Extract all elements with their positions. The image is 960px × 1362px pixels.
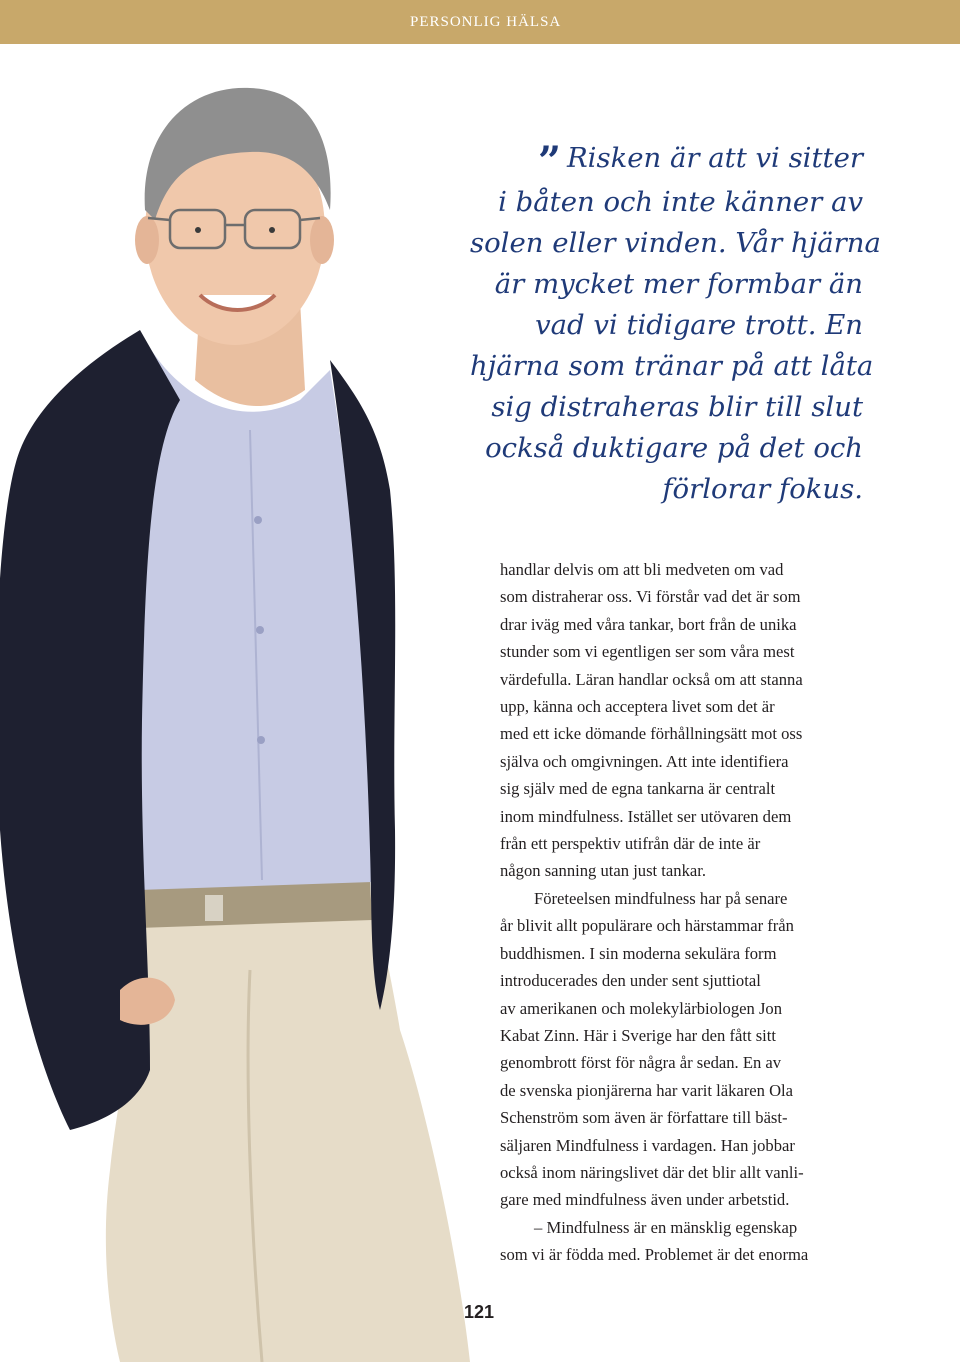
body-line: år blivit allt populärare och härstammar från	[500, 916, 794, 936]
body-line: genombrott först för några år sedan. En av	[500, 1053, 782, 1073]
quote-line: också duktigare på det och	[485, 432, 863, 464]
body-text	[500, 556, 880, 1269]
body-line: handlar delvis om att bli medveten om vad	[500, 560, 784, 579]
body-line: Kabat Zinn. Här i Sverige har den fått sitt	[500, 1025, 777, 1045]
page-number: 121	[464, 1302, 495, 1322]
body-line: med ett icke dömande förhållningsätt mot oss	[500, 724, 803, 744]
quote-line: är mycket mer formbar än	[494, 268, 863, 300]
portrait-photo	[0, 70, 500, 1362]
body-line: introducerades den under sent sjuttiotal	[500, 971, 761, 991]
quote-line: i båten och inte känner av	[498, 186, 863, 218]
body-line: själva och omgivningen. Att inte identifiera	[500, 751, 789, 771]
body-line: de svenska pionjärerna har varit läkaren Ola	[500, 1080, 794, 1100]
section-label: PERSONLIG HÄLSA	[410, 14, 562, 30]
body-line: drar iväg med våra tankar, bort från de unika	[500, 614, 797, 634]
body-line: Företeelsen mindfulness har på senare	[534, 888, 788, 908]
pull-quote	[470, 138, 881, 510]
quote-line: vad vi tidigare trott. En	[535, 309, 863, 341]
body-line: någon sanning utan just tankar.	[500, 861, 707, 881]
body-line: stunder som vi egentligen ser som våra mest	[500, 642, 795, 662]
body-line: buddhismen. I sin moderna sekulära form	[500, 943, 777, 963]
body-line: – Mindfulness är en mänsklig egenskap	[534, 1217, 798, 1237]
body-line: värdefulla. Läran handlar också om att stanna	[500, 669, 803, 689]
quote-line: ” Risken är att vi sitter	[537, 138, 863, 185]
quote-line: sig distraheras blir till slut	[491, 391, 863, 423]
body-line: från ett perspektiv utifrån där de inte är	[500, 834, 761, 854]
body-line: Schenström som även är författare till bäst-	[500, 1108, 788, 1128]
body-line: också inom näringslivet där det blir allt vanli-	[500, 1162, 804, 1182]
body-line: som distraherar oss. Vi förstår vad det är som	[500, 587, 801, 607]
header-bar	[0, 0, 960, 44]
quote-mark-icon: ”	[537, 138, 561, 185]
quote-line: solen eller vinden. Vår hjärna	[470, 227, 881, 259]
body-line: sig själv med de egna tankarna är centralt	[500, 779, 776, 799]
body-line: som vi är födda med. Problemet är det enorma	[500, 1245, 809, 1265]
body-line: säljaren Mindfulness i vardagen. Han jobbar	[500, 1135, 795, 1155]
quote-line: förlorar fokus.	[662, 473, 863, 505]
body-line: upp, känna och acceptera livet som det är	[500, 697, 775, 717]
body-line: gare med mindfulness även under arbetstid.	[500, 1190, 790, 1210]
trousers	[106, 900, 470, 1362]
body-line: av amerikanen och molekylärbiologen Jon	[500, 998, 783, 1018]
quote-line: hjärna som tränar på att låta	[470, 350, 874, 382]
body-line: inom mindfulness. Istället ser utövaren dem	[500, 806, 792, 826]
